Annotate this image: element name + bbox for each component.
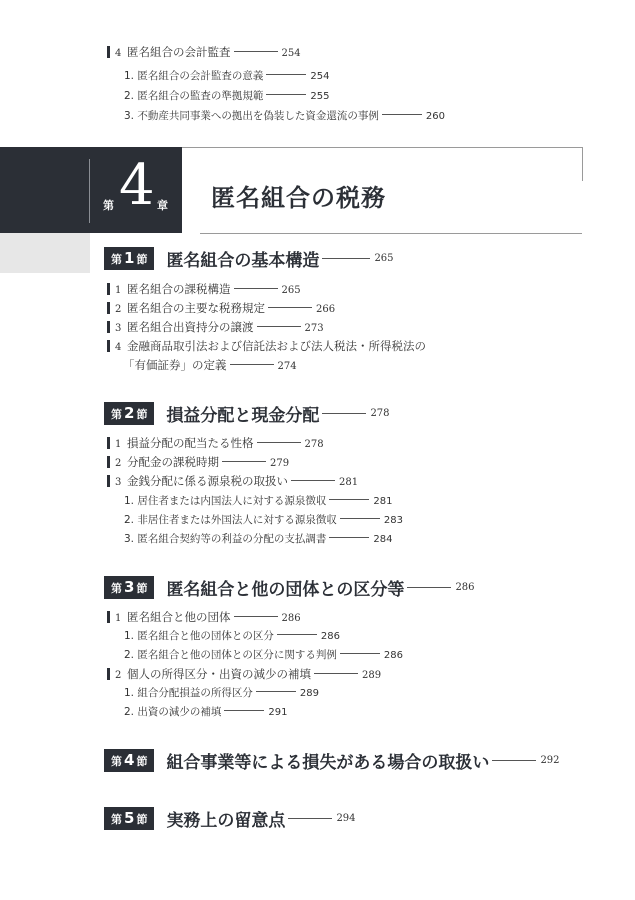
section-title: 匿名組合と他の団体との区分等	[166, 580, 405, 600]
entry-title: 分配金の課税時期	[127, 455, 219, 469]
entry-title: 匿名組合の主要な税務規定	[127, 301, 265, 315]
entry-title: 組合分配損益の所得区分	[137, 687, 253, 699]
leader-line	[314, 673, 358, 674]
toc-entry[interactable]: 3 匿名組合出資持分の譲渡 273	[107, 320, 324, 336]
leader-line	[224, 710, 264, 711]
entry-title: 匿名組合契約等の利益の分配の支払調書	[137, 533, 327, 545]
toc-entry[interactable]: 1 匿名組合と他の団体 286	[107, 610, 301, 626]
leader-line	[291, 480, 335, 481]
page-number: 292	[540, 755, 560, 766]
toc-subentry[interactable]: 3. 匿名組合契約等の利益の分配の支払調書 284	[124, 533, 393, 545]
section-heading-5[interactable]	[104, 806, 356, 831]
entry-title: 匿名組合の会計監査	[127, 45, 231, 59]
leader-line	[288, 818, 332, 819]
chapter-rule	[182, 147, 582, 148]
section-heading-2[interactable]	[104, 401, 390, 426]
page-number: 294	[336, 813, 356, 824]
section-tag: 第 3 節	[104, 576, 154, 599]
section-title: 組合事業等による損失がある場合の取扱い	[166, 753, 490, 773]
toc-subentry[interactable]: 1. 匿名組合の会計監査の意義 254	[124, 70, 330, 82]
entry-title: 個人の所得区分・出資の減少の補填	[127, 667, 311, 681]
leader-line	[407, 587, 451, 588]
page-number: 286	[383, 650, 403, 661]
chapter-rule	[200, 233, 582, 234]
leader-line	[266, 94, 306, 95]
entry-title: 損益分配の配当たる性格	[127, 436, 254, 450]
toc-subentry[interactable]: 1. 匿名組合と他の団体との区分 286	[124, 630, 340, 642]
entry-title: 匿名組合の課税構造	[127, 282, 231, 296]
toc-subentry[interactable]: 2. 匿名組合の監査の準拠規範 255	[124, 90, 330, 102]
page-number: 265	[281, 285, 301, 296]
leader-line	[322, 413, 366, 414]
chapter-banner	[0, 147, 182, 233]
leader-line	[277, 634, 317, 635]
page-number: 289	[362, 670, 382, 681]
entry-title: 金融商品取引法および信託法および法人税法・所得税法の	[127, 339, 426, 353]
toc-entry[interactable]: 3 金銭分配に係る源泉税の取扱い 281	[107, 474, 358, 490]
section-tag: 第 5 節	[104, 807, 154, 830]
page-number: 283	[383, 515, 403, 526]
leader-line	[329, 499, 369, 500]
page-number: 281	[373, 496, 393, 507]
leader-line	[268, 307, 312, 308]
chapter-title: 匿名組合の税務	[211, 184, 386, 212]
entry-title: 出資の減少の補填	[137, 706, 222, 718]
chapter-divider	[89, 159, 90, 223]
toc-entry[interactable]: 1 損益分配の配当たる性格 278	[107, 436, 324, 452]
chapter-banner-accent	[0, 233, 90, 273]
page-number: 273	[304, 323, 324, 334]
section-tag: 第 1 節	[104, 247, 154, 270]
leader-line	[492, 760, 536, 761]
page-number: 266	[316, 304, 336, 315]
page-number: 286	[320, 631, 340, 642]
leader-line	[340, 653, 380, 654]
leader-line	[257, 442, 301, 443]
toc-entry[interactable]: 4 金融商品取引法および信託法および法人税法・所得税法の	[107, 339, 426, 355]
toc-entry[interactable]: 2 個人の所得区分・出資の減少の補填 289	[107, 667, 381, 683]
chapter-number: 4	[119, 153, 155, 218]
page-number: 260	[425, 111, 445, 122]
entry-title: 匿名組合の会計監査の意義	[137, 70, 264, 82]
entry-title: 匿名組合と他の団体との区分に関する判例	[137, 649, 337, 661]
toc-entry[interactable]: 1 匿名組合の課税構造 265	[107, 282, 301, 298]
page-number: 254	[281, 48, 301, 59]
entry-title: 匿名組合出資持分の譲渡	[127, 320, 254, 334]
section-tag: 第 4 節	[104, 749, 154, 772]
leader-line	[256, 691, 296, 692]
page-number: 254	[310, 71, 330, 82]
toc-heading-entry[interactable]: 4 匿名組合の会計監査 254	[107, 45, 301, 61]
section-title: 実務上の留意点	[166, 811, 286, 831]
toc-subentry[interactable]: 1. 組合分配損益の所得区分 289	[124, 687, 319, 699]
entry-title: 非居住者または外国法人に対する源泉徴収	[137, 514, 337, 526]
entry-title: 不動産共同事業への拠出を偽装した資金還流の事例	[137, 110, 379, 122]
leader-line	[230, 364, 274, 365]
toc-entry[interactable]: 2 匿名組合の主要な税務規定 266	[107, 301, 335, 317]
leader-line	[322, 258, 370, 259]
section-heading-1[interactable]	[104, 246, 394, 271]
toc-entry-continued[interactable]	[123, 358, 297, 374]
page-number: 279	[270, 458, 290, 469]
chapter-prefix: 第	[103, 199, 114, 212]
page-number: 289	[299, 688, 319, 699]
toc-subentry[interactable]: 2. 匿名組合と他の団体との区分に関する判例 286	[124, 649, 403, 661]
page-number: 281	[339, 477, 359, 488]
section-tag: 第 2 節	[104, 402, 154, 425]
entry-title: 金銭分配に係る源泉税の取扱い	[127, 474, 288, 488]
page-number: 291	[268, 707, 288, 718]
chapter-suffix: 章	[157, 199, 168, 212]
page-number: 286	[455, 582, 475, 593]
leader-line	[234, 288, 278, 289]
entry-title: 匿名組合と他の団体	[127, 610, 231, 624]
page-number: 265	[374, 253, 394, 264]
leader-line	[234, 51, 278, 52]
entry-title: 匿名組合と他の団体との区分	[137, 630, 274, 642]
leader-line	[382, 114, 422, 115]
leader-line	[329, 537, 369, 538]
section-title: 匿名組合の基本構造	[166, 251, 320, 271]
page-number: 286	[281, 613, 301, 624]
page-number: 255	[310, 91, 330, 102]
heading-marker	[107, 46, 110, 58]
page-number: 274	[277, 361, 297, 372]
section-title: 損益分配と現金分配	[166, 406, 320, 426]
toc-entry[interactable]: 2 分配金の課税時期 279	[107, 455, 289, 471]
leader-line	[266, 74, 306, 75]
page-number: 284	[373, 534, 393, 545]
toc-subentry[interactable]: 2. 出資の減少の補填 291	[124, 706, 288, 718]
toc-subentry[interactable]: 1. 居住者または内国法人に対する源泉徴収 281	[124, 495, 393, 507]
section-heading-3[interactable]	[104, 575, 475, 600]
entry-title: 匿名組合の監査の準拠規範	[137, 90, 264, 102]
section-heading-4[interactable]	[104, 748, 560, 773]
leader-line	[234, 616, 278, 617]
page-number: 278	[304, 439, 324, 450]
toc-subentry[interactable]: 3. 不動産共同事業への拠出を偽装した資金還流の事例 260	[124, 110, 445, 122]
leader-line	[340, 518, 380, 519]
leader-line	[222, 461, 266, 462]
toc-subentry[interactable]: 2. 非居住者または外国法人に対する源泉徴収 283	[124, 514, 403, 526]
chapter-rule	[582, 147, 583, 181]
entry-title: 「有価証券」の定義	[123, 358, 227, 372]
leader-line	[257, 326, 301, 327]
page-number: 278	[370, 408, 390, 419]
entry-title: 居住者または内国法人に対する源泉徴収	[137, 495, 327, 507]
